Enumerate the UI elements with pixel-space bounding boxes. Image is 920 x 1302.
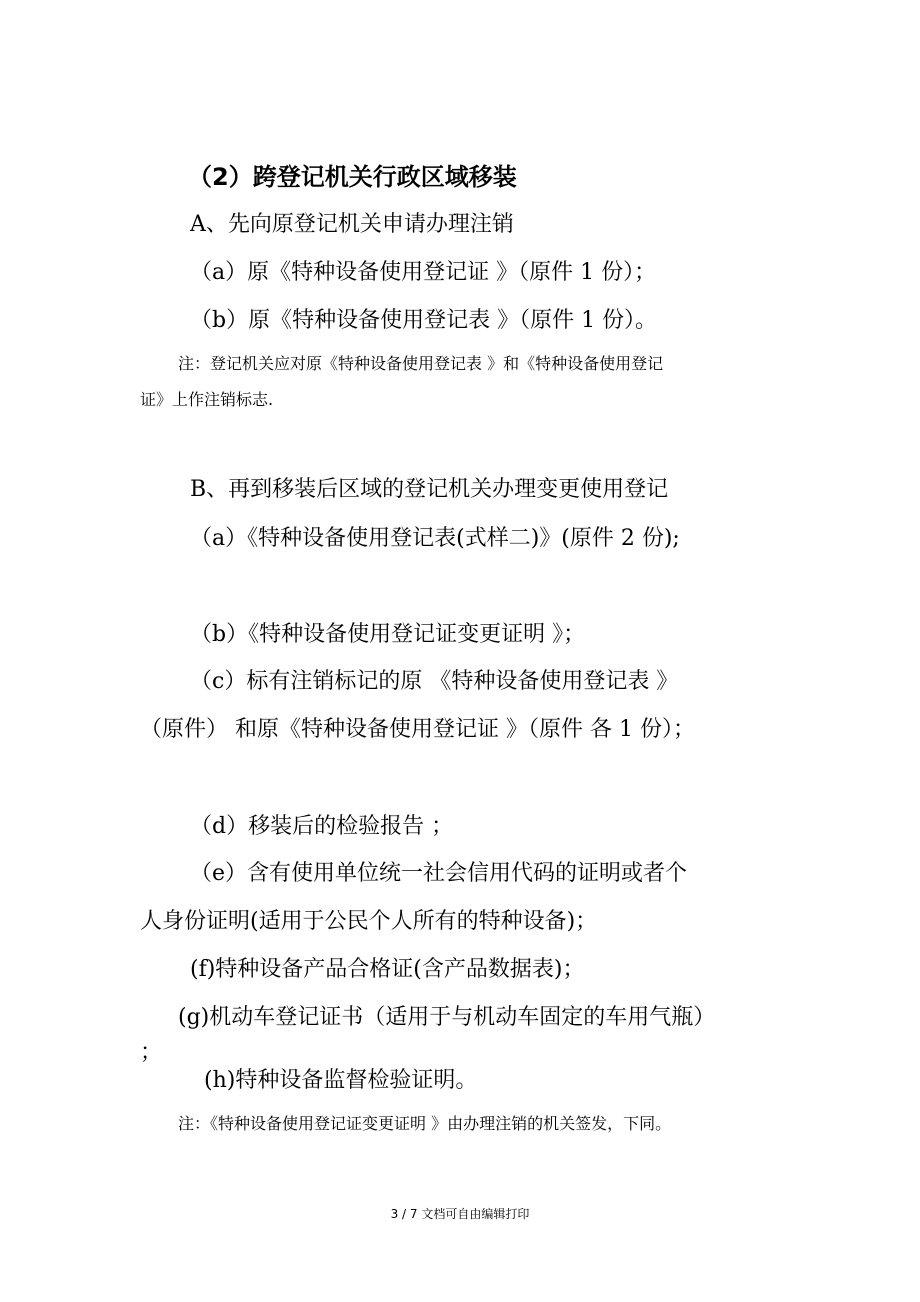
part-b-item-g-line1: (g)机动车登记证书（适用于与机动车固定的车用气瓶） — [178, 1005, 716, 1030]
part-b-note: 注：《特种设备使用登记证变更证明 》由办理注销的机关签发，下同。 — [178, 1114, 672, 1133]
part-b-item-e-line2: 人身份证明(适用于公民个人所有的特种设备)； — [140, 909, 598, 934]
part-b-title: B、再到移装后区域的登记机关办理变更使用登记 — [190, 477, 669, 502]
part-b-item-g-line2: ； — [140, 1040, 163, 1065]
part-b-item-c-line2: （原件） 和原《特种设备使用登记证 》（原件 各 1 份）； — [140, 717, 695, 742]
part-b-item-b: （b）《特种设备使用登记证变更证明 》； — [190, 622, 586, 647]
part-a-item-b: （b）原《特种设备使用登记表 》（原件 1 份）。 — [190, 308, 658, 333]
part-b-item-a: （a）《特种设备使用登记表(式样二)》(原件 2 份); — [190, 526, 680, 551]
part-b-item-f: (f)特种设备产品合格证(含产品数据表)； — [190, 957, 585, 982]
section-heading: （2）跨登记机关行政区域移装 — [188, 163, 517, 191]
part-b-item-e-line1: （e）含有使用单位统一社会信用代码的证明或者个 — [190, 861, 688, 886]
part-a-item-a: （a）原《特种设备使用登记证 》（原件 1 份）； — [190, 260, 657, 285]
part-b-item-h: (h)特种设备监督检验证明。 — [204, 1068, 478, 1093]
part-a-note-line2: 证》上作注销标志. — [140, 390, 274, 409]
part-a-note-line1: 注：登记机关应对原《特种设备使用登记表 》和《特种设备使用登记 — [178, 354, 664, 373]
page-footer: 3 / 7 文档可自由编辑打印 — [390, 1207, 530, 1221]
part-b-item-c-line1: （c）标有注销标记的原 《特种设备使用登记表 》 — [190, 669, 679, 694]
part-b-item-d: （d）移装后的检验报告 ； — [190, 814, 454, 839]
part-a-title: A、先向原登记机关申请办理注销 — [190, 212, 514, 237]
